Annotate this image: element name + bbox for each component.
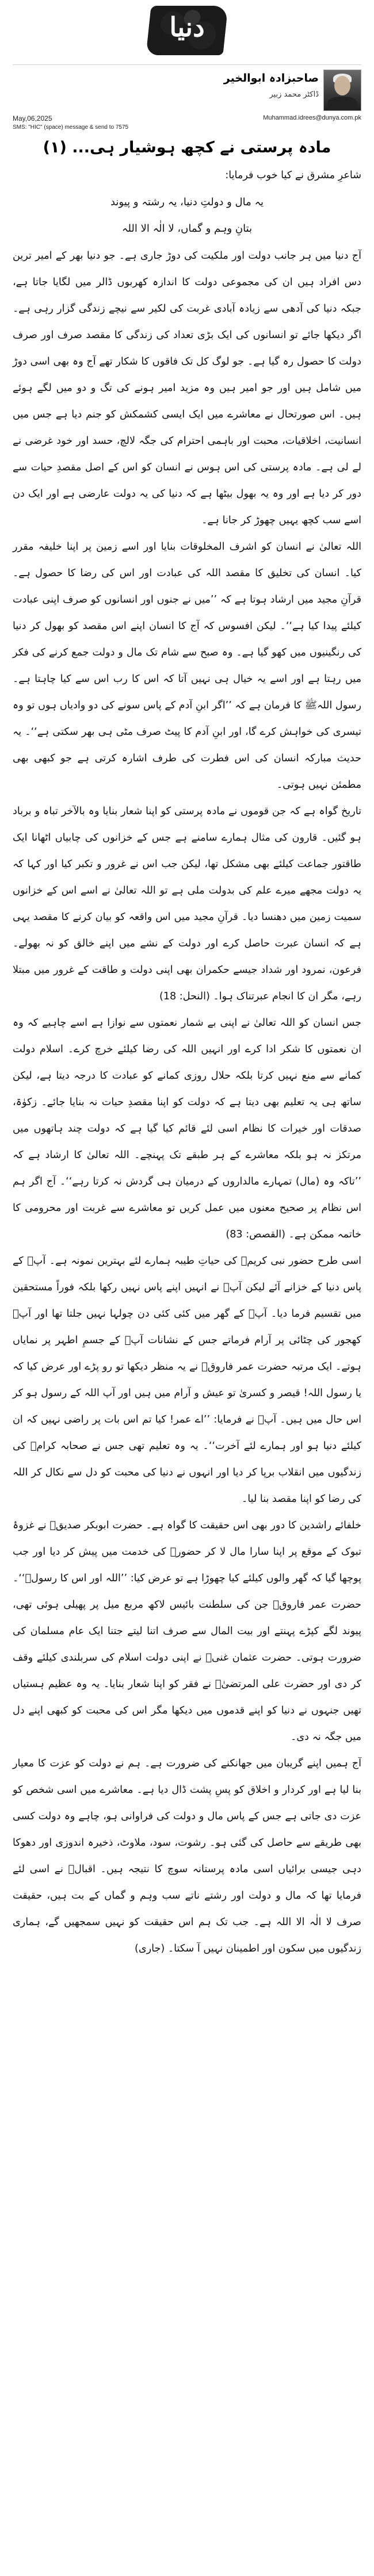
author-photo-coat (327, 97, 357, 111)
author-name: صاحبزادہ ابوالخیر (223, 72, 319, 85)
verse-line-1-text: یہ مال و دولتِ دنیا، یہ رشتہ و پیوند (110, 196, 264, 208)
masthead (13, 0, 361, 64)
paragraph: جس انسان کو اللہ تعالیٰ نے اپنی بے شمار نعمتوں سے نوازا ہے اسے چاہیے کہ وہ ان نعمتوں کا شکر ادا کرے اور انہیں اللہ کی رضا کیلئے خرچ کرے۔ اسلام دولت کمانے سے منع نہیں کرتا بلکہ حلال روزی کمانے کو عبادت کا درجہ دیتا ہے، لیکن ساتھ ہی یہ تعلیم بھی دیتا ہے کہ دولت کو اپنا مقصدِ حیات نہ بنایا جائے۔ زکوٰۃ، صدقات اور خیرات کا نظام اسی لئے قائم کیا گیا ہے کہ دولت چند ہاتھوں میں مرتکز نہ ہو بلکہ معاشرے کے ہر طبقے تک پہنچے۔ اللہ تعالیٰ کا ارشاد ہے کہ ’’تاکہ وہ (مال) تمہارے مالداروں کے درمیان ہی گردش نہ کرتا رہے‘‘۔ آج اگر ہم اس نظام پر صحیح معنوں میں عمل کریں تو معاشرے سے غربت اور محرومی کا خاتمہ ممکن ہے۔ (القصص: 83) (13, 1017, 361, 1240)
intro-line: شاعرِ مشرق نے کیا خوب فرمایا: (225, 170, 361, 181)
byline (13, 64, 361, 135)
verse-line-2-text: بتانِ وہم و گماں، لا الٰہ الا اللہ (121, 223, 253, 235)
author-photo (323, 70, 361, 111)
dunya-logo (144, 3, 230, 58)
verse-line-1 (13, 190, 361, 215)
paragraph: آج دنیا میں ہر جانب دولت اور ملکیت کی دوڑ جاری ہے۔ جو دنیا بھر کے امیر ترین دس افراد ہیں ان کی مجموعی دولت کا اندازہ کھربوں ڈالر میں لگایا جاتا ہے، جبکہ دنیا کی آدھی سے زیادہ آبادی غربت کی لکیر سے نیچے زندگی گزار رہی ہے۔ اگر دیکھا جائے تو انسانوں کی ایک بڑی تعداد کی زندگی کا مقصد صرف اور صرف دولت کا حصول رہ گیا ہے۔ جو لوگ کل تک فاقوں کا شکار تھے آج وہ بھی اسی دوڑ میں شامل ہیں اور جو امیر ہیں وہ مزید امیر ہونے کی تگ و دو میں لگے ہوئے ہیں۔ اس صورتحال نے معاشرے میں ایک ایسی کشمکش کو جنم دیا ہے جس میں انسانیت، اخلاقیات، محبت اور باہمی احترام کی جگہ لالچ، حسد اور خود غرضی نے لے لی ہے۔ مادہ پرستی کی اس ہوس نے انسان کو اس کے اصل مقصدِ حیات سے دور کر دیا ہے اور وہ یہ بھول بیٹھا ہے کہ دنیا کی یہ دولت عارضی ہے اور ایک دن اسے سب کچھ یہیں چھوڑ کر جانا ہے۔ (13, 250, 361, 526)
article-body (13, 162, 361, 1962)
verse-line-2 (13, 216, 361, 241)
paragraph: آج ہمیں اپنے گریبان میں جھانکنے کی ضرورت ہے۔ ہم نے دولت کو عزت کا معیار بنا لیا ہے اور کردار و اخلاق کو پسِ پشت ڈال دیا ہے۔ معاشرے میں اسی شخص کو عزت دی جاتی ہے جس کے پاس مال و دولت کی فراوانی ہو، چاہے وہ دولت کسی بھی طریقے سے حاصل کی گئی ہو۔ رشوت، سود، ملاوٹ، ذخیرہ اندوزی اور دھوکا دہی جیسی برائیاں اسی مادہ پرستانہ سوچ کا نتیجہ ہیں۔ اقبالؒ نے اسی لئے فرمایا تھا کہ مال و دولت اور رشتے ناتے سب وہم و گماں کے بت ہیں، حقیقت صرف لا الٰہ الا اللہ ہے۔ جب تک ہم اس حقیقت کو نہیں سمجھیں گے، ہماری زندگیوں میں سکون اور اطمینان نہیں آ سکتا۔ (جاری) (13, 1758, 361, 1954)
paragraph: تاریخ گواہ ہے کہ جن قوموں نے مادہ پرستی کو اپنا شعار بنایا وہ بالآخر تباہ و برباد ہو گئیں۔ قارون کی مثال ہمارے سامنے ہے جس کے خزانوں کی چابیاں اٹھانا ایک طاقتور جماعت کیلئے بھی مشکل تھا، لیکن جب اس نے غرور و تکبر کیا اور کہا کہ یہ دولت مجھے میرے علم کی بدولت ملی ہے تو اللہ تعالیٰ نے اسے اس کے خزانوں سمیت زمین میں دھنسا دیا۔ قرآنِ مجید میں اس واقعہ کو بیان کرنے کا مقصد یہی ہے کہ انسان عبرت حاصل کرے اور دولت کے نشے میں اپنے خالق کو نہ بھولے۔ فرعون، نمرود اور شداد جیسے حکمران بھی اپنی دولت و طاقت کے غرور میں مبتلا رہے، مگر ان کا انجام عبرتناک ہوا۔ (النحل: 18) (13, 806, 361, 1002)
author-photo-face (334, 76, 350, 95)
author-email[interactable]: Muhammad.idrees@dunya.com.pk (263, 114, 361, 121)
paragraph: خلفائے راشدین کا دور بھی اس حقیقت کا گواہ ہے۔ حضرت ابوبکر صدیقؓ نے غزوۂ تبوک کے موقع پر اپنا سارا مال لا کر حضورﷺ کی خدمت میں پیش کر دیا اور جب پوچھا گیا کہ گھر والوں کیلئے کیا چھوڑا ہے تو عرض کیا: ’’اللہ اور اس کا رسولﷺ‘‘۔ حضرت عمر فاروقؓ جن کی سلطنت بائیس لاکھ مربع میل پر پھیلی ہوئی تھی، پیوند لگے کپڑے پہنتے اور بیت المال سے صرف اتنا لیتے جتنا ایک عام مسلمان کی ضرورت ہوتی۔ حضرت عثمان غنیؓ نے اپنی دولت اسلام کی سربلندی کیلئے وقف کر دی اور حضرت علی المرتضیٰؓ نے فقر کو اپنا شعار بنایا۔ یہ وہ عظیم ہستیاں تھیں جنہوں نے دنیا کو اپنے قدموں میں دیکھا مگر اس کی محبت کو کبھی اپنے دل میں جگہ نہ دی۔ (13, 1520, 361, 1743)
author-block (189, 70, 361, 110)
sms-line: SMS: "HIC" (space) message & send to 7575 (13, 124, 129, 131)
article-title: مادہ پرستی نے کچھ ہوشیار ہی... (۱) (43, 139, 331, 156)
paragraph: اسی طرح حضور نبی کریمﷺ کی حیاتِ طیبہ ہمارے لئے بہترین نمونہ ہے۔ آپﷺ کے پاس دنیا کے خزانے آئے لیکن آپﷺ نے انہیں اپنے پاس نہیں رکھا بلکہ فوراً مستحقین میں تقسیم فرما دیا۔ آپﷺ کے گھر میں کئی کئی دن چولہا نہیں جلتا تھا اور آپﷺ کھجور کی چٹائی پر آرام فرماتے جس کے نشانات آپﷺ کے جسمِ اطہر پر نمایاں ہوتے۔ ایک مرتبہ حضرت عمر فاروقؓ نے یہ منظر دیکھا تو رو پڑے اور عرض کیا کہ یا رسول اللہ! قیصر و کسریٰ تو عیش و آرام میں ہیں اور آپ اللہ کے رسول ہو کر اس حال میں ہیں۔ آپﷺ نے فرمایا: ’’اے عمر! کیا تم اس بات پر راضی نہیں کہ ان کیلئے دنیا ہو اور ہمارے لئے آخرت‘‘۔ یہ وہ تعلیم تھی جس نے صحابہ کرامؓ کی زندگیوں میں انقلاب برپا کر دیا اور انہوں نے دنیا کی محبت کو دل سے نکال کر اللہ کی رضا کو اپنا مقصد بنا لیا۔ (13, 1255, 361, 1505)
author-subtitle: ڈاکٹر محمد زبیر (269, 90, 319, 99)
publish-date: May,06,2025 (13, 114, 52, 122)
logo-text: دنیا (169, 12, 205, 43)
paragraph: اللہ تعالیٰ نے انسان کو اشرف المخلوقات بنایا اور اسے زمین پر اپنا خلیفہ مقرر کیا۔ انسان کی تخلیق کا مقصد اللہ کی عبادت اور اس کی رضا کا حصول ہے۔ قرآنِ مجید میں ارشاد ہوتا ہے کہ ’’میں نے جنوں اور انسانوں کو صرف اپنی عبادت کیلئے پیدا کیا ہے‘‘۔ لیکن افسوس کہ آج کا انسان اپنے اس مقصد کو بھول کر دنیا کی رنگینیوں میں کھو گیا ہے۔ وہ صبح سے شام تک مال و دولت جمع کرنے کی فکر میں رہتا ہے اور اسے یہ خیال ہی نہیں آتا کہ اس کا رب اس سے کیا چاہتا ہے۔ رسول اللہﷺ کا فرمان ہے کہ ’’اگر ابنِ آدم کے پاس سونے کی دو وادیاں ہوں تو وہ تیسری کی خواہش کرے گا، اور ابنِ آدم کا پیٹ صرف مٹی ہی بھر سکتی ہے‘‘۔ یہ حدیث مبارکہ انسان کی اس فطرت کی طرف اشارہ کرتی ہے جو کبھی بھی مطمئن نہیں ہوتی۔ (13, 541, 361, 791)
